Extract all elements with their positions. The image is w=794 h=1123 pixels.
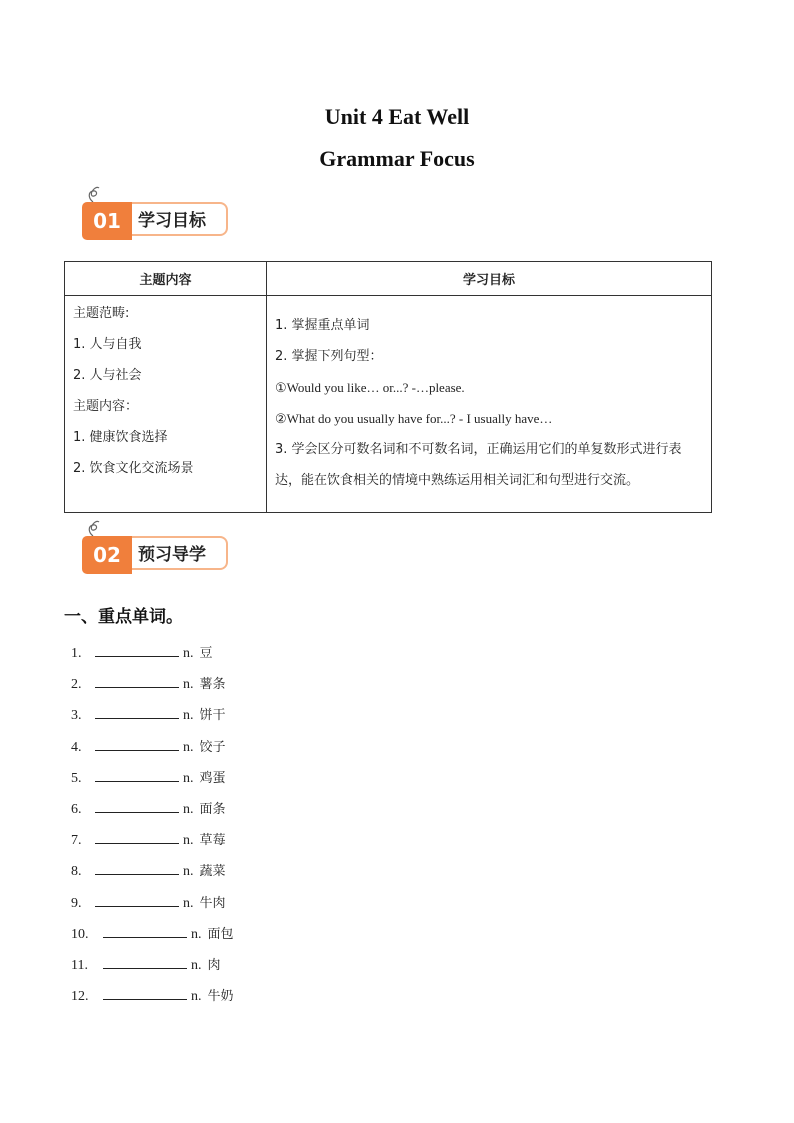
answer-blank[interactable] (95, 642, 179, 657)
vocab-number: 2. (71, 677, 82, 693)
curl-decoration-icon (86, 520, 100, 536)
goal-line: 3. 学会区分可数名词和不可数名词，正确运用它们的单复数形式进行表 (275, 442, 682, 457)
page-subtitle: Grammar Focus (319, 146, 475, 171)
vocab-pos: n. (191, 989, 202, 1005)
goal-line: 达，能在饮食相关的情境中熟练运用相关词汇和句型进行交流。 (275, 473, 640, 488)
vocab-item (71, 736, 234, 767)
vocab-item (71, 767, 234, 798)
vocab-heading: 一、重点单词。 (64, 607, 183, 627)
goals-cell (267, 296, 712, 513)
theme-line: 2. 人与社会 (73, 368, 142, 383)
vocab-number: 12. (71, 989, 89, 1005)
answer-blank[interactable] (95, 860, 179, 875)
vocab-item (71, 673, 234, 704)
vocab-meaning: 牛奶 (207, 989, 234, 1005)
vocab-item (71, 704, 234, 735)
vocab-pos: n. (191, 926, 202, 942)
section-label: 预习导学 (128, 536, 228, 570)
vocab-pos: n. (183, 801, 194, 817)
theme-line: 主题范畴: (73, 306, 130, 321)
vocab-pos: n. (183, 708, 194, 724)
vocab-number: 4. (71, 739, 82, 755)
theme-line: 1. 人与自我 (73, 337, 142, 352)
vocab-list (71, 642, 234, 1016)
vocab-pos: n. (183, 677, 194, 693)
vocab-meaning: 蔬菜 (199, 864, 226, 880)
vocab-number: 11. (71, 957, 88, 973)
table-header-theme: 主题内容 (65, 262, 267, 296)
vocab-pos: n. (183, 646, 194, 661)
section-number: 02 (82, 536, 132, 574)
vocab-pos: n. (183, 864, 194, 880)
vocab-item (71, 798, 234, 829)
goal-line: 2. 掌握下列句型： (275, 349, 383, 364)
answer-blank[interactable] (95, 798, 179, 813)
vocab-meaning: 饼干 (199, 708, 226, 724)
section-number: 01 (82, 202, 132, 240)
vocab-number: 9. (71, 895, 82, 911)
vocab-meaning: 鸡蛋 (199, 770, 226, 786)
section-badge-objectives (82, 198, 230, 240)
vocab-meaning: 肉 (207, 957, 221, 973)
answer-blank[interactable] (95, 767, 179, 782)
goal-line: ①Would you like… or...? -…please. (275, 380, 465, 395)
objectives-table (64, 261, 712, 513)
theme-line: 2. 饮食文化交流场景 (73, 461, 194, 476)
vocab-item (71, 985, 234, 1016)
vocab-pos: n. (183, 895, 194, 911)
vocab-meaning: 面包 (207, 926, 234, 942)
vocab-item (71, 892, 234, 923)
goal-line: 1. 掌握重点单词 (275, 318, 370, 333)
vocab-number: 1. (71, 646, 82, 661)
answer-blank[interactable] (95, 673, 179, 688)
vocab-pos: n. (183, 770, 194, 786)
vocab-meaning: 豆 (199, 646, 213, 661)
vocab-meaning: 薯条 (199, 677, 226, 693)
theme-line: 1. 健康饮食选择 (73, 430, 168, 445)
vocab-pos: n. (183, 833, 194, 849)
vocab-number: 8. (71, 864, 82, 880)
vocab-item (71, 954, 234, 985)
vocab-number: 6. (71, 801, 82, 817)
vocab-item (71, 860, 234, 891)
answer-blank[interactable] (95, 892, 179, 907)
section-badge-preview (82, 532, 230, 574)
vocab-meaning: 饺子 (199, 739, 226, 755)
vocab-number: 3. (71, 708, 82, 724)
vocab-meaning: 草莓 (199, 833, 226, 849)
theme-cell (65, 296, 267, 513)
answer-blank[interactable] (95, 829, 179, 844)
vocab-pos: n. (183, 739, 194, 755)
vocab-pos: n. (191, 957, 202, 973)
vocab-meaning: 面条 (199, 801, 226, 817)
vocab-number: 10. (71, 926, 89, 942)
vocab-item (71, 642, 234, 673)
curl-decoration-icon (86, 186, 100, 202)
answer-blank[interactable] (95, 704, 179, 719)
answer-blank[interactable] (95, 736, 179, 751)
vocab-number: 7. (71, 833, 82, 849)
answer-blank[interactable] (103, 954, 187, 969)
vocab-number: 5. (71, 770, 82, 786)
vocab-meaning: 牛肉 (199, 895, 226, 911)
section-label: 学习目标 (128, 202, 228, 236)
answer-blank[interactable] (103, 923, 187, 938)
table-header-goals: 学习目标 (267, 262, 712, 296)
vocab-item (71, 829, 234, 860)
theme-line: 主题内容： (73, 399, 139, 414)
vocab-item (71, 923, 234, 954)
page-title: Unit 4 Eat Well (324, 104, 470, 129)
goal-line: ②What do you usually have for...? - I usually have… (275, 411, 553, 426)
answer-blank[interactable] (103, 985, 187, 1000)
